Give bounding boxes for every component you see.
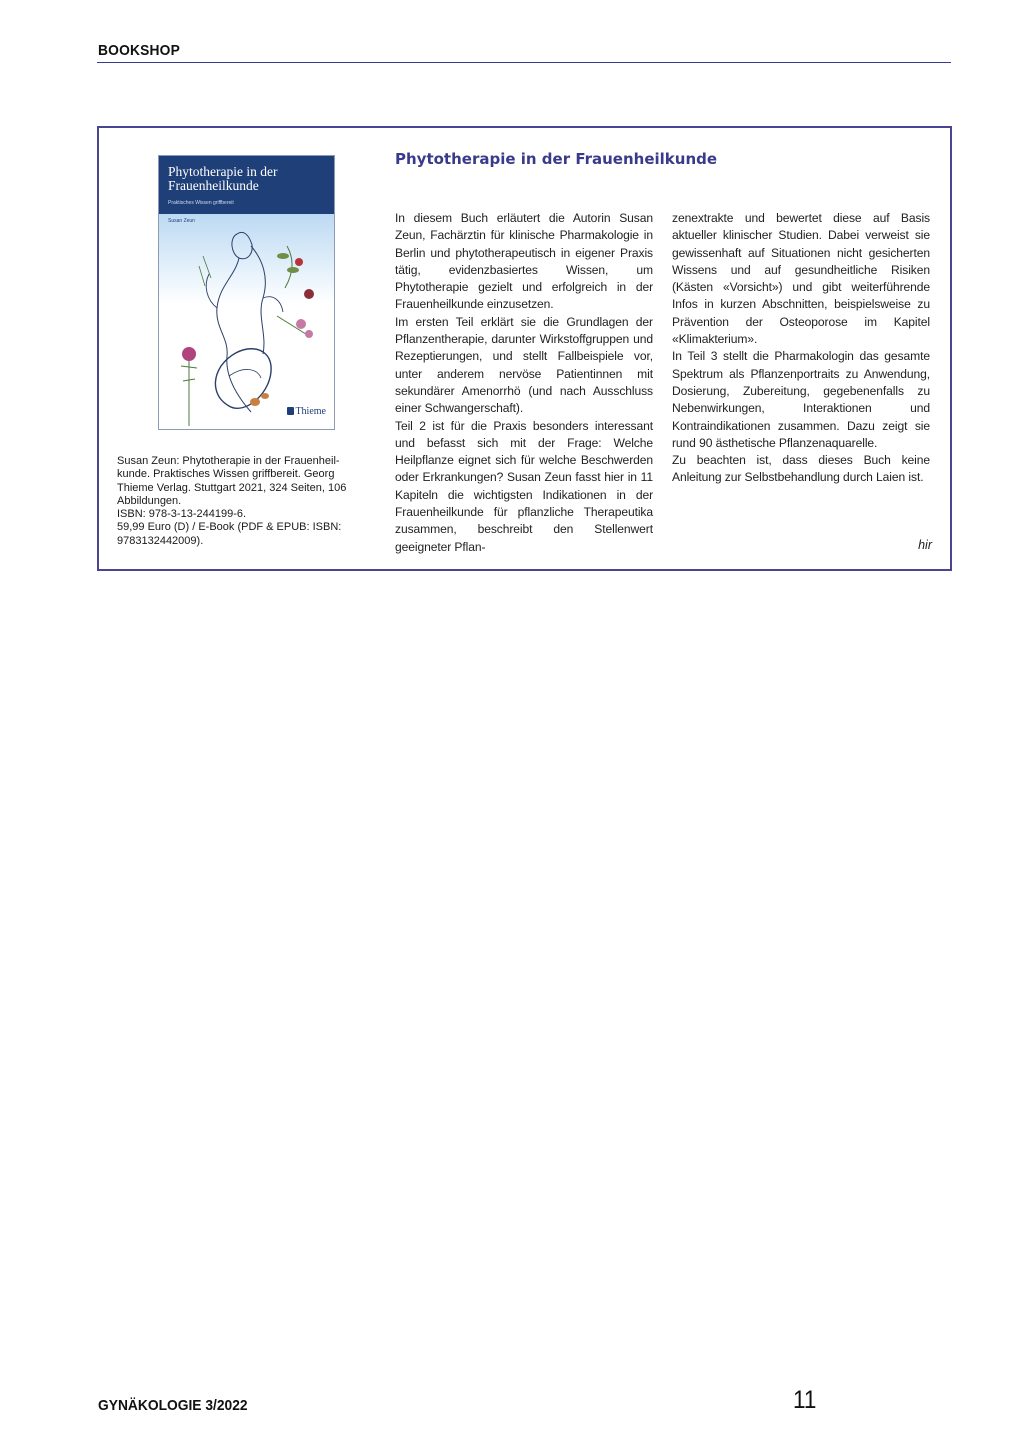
cover-subtitle: Praktisches Wissen griffbereit (168, 200, 234, 206)
paragraph: Im ersten Teil erklärt sie die Grundlagen der Pflanzentherapie, darunter Wirkstoffgruppen und Rezeptierungen, und stellt Fallbeispiele vor, unter anderem nervöse Patientinnen mit sekundärer Amenorrhö (und nach Ausschluss einer Schwangerschaft). (395, 314, 653, 416)
journal-issue: GYNÄKOLOGIE 3/2022 (98, 1397, 248, 1414)
cover-author: Susan Zeun (168, 218, 195, 224)
paragraph: Teil 2 ist für die Praxis besonders interessant und befasst sich mit der Frage: Welche Heilpflanze eignet sich für welche Beschwerden oder Erkrankungen? Susan Zeun fasst hier in 11 Kapiteln die wichtigsten Indikationen in der Frauenheilkunde für pflanzliche Therapeutika zusammen, beschreibt den Stellenwert geeigneter Pflan- (395, 418, 653, 554)
book-review-box (97, 126, 952, 571)
paragraph: In diesem Buch erläutert die Autorin Susan Zeun, Fachärztin für klinische Pharmakologie in Berlin und phytotherapeutisch in eigener Praxis tätig, evidenzbasiertes Wissen, um Phytotherapie gezielt und erfolgreich in der Frauenheilkunde einzusetzen. (395, 211, 653, 312)
author-signature: hir (918, 538, 932, 552)
book-cover-image (158, 155, 335, 430)
cover-publisher-logo (287, 406, 326, 417)
header-divider (97, 62, 951, 63)
article-column-2 (672, 210, 930, 487)
bibliographic-info: Susan Zeun: Phytotherapie in der Frauenheil- kunde. Praktisches Wissen griffbereit. Georg Thieme Verlag. Stuttgart 2021, 324 Seiten, 106 Abbildungen. ISBN: 978-3-13-244199-6. 59,99 Euro (D) / E-Book (PDF & EPUB: ISBN: 9783132442009). (117, 455, 347, 547)
cover-publisher-name: Thieme (295, 406, 326, 417)
paragraph: Zu beachten ist, dass dieses Buch keine Anleitung zur Selbstbehandlung durch Laien ist. (672, 453, 930, 485)
publisher-mark-icon (287, 407, 294, 415)
section-title: BOOKSHOP (98, 42, 180, 59)
article-title: Phytotherapie in der Frauenheilkunde (395, 150, 718, 168)
paragraph: In Teil 3 stellt die Pharmakologin das gesamte Spektrum als Pflanzenportraits zu Anwendung, Dosierung, Zubereitung, gegebenenfalls zu Nebenwirkungen, Interaktionen und Kontraindikationen zusammen. Dazu zeigt sie rund 90 ästhetische Pflanzenaquarelle. (672, 349, 930, 450)
cover-botanical-illustration (159, 216, 334, 429)
article-column-1 (395, 210, 653, 556)
cover-title: Phytotherapie in der Frauenheilkunde (168, 164, 278, 193)
paragraph: zenextrakte und bewertet diese auf Basis aktueller klinischer Studien. Dabei verweist sie gewissenhaft auf Situationen nicht gesicherten Wissens und auf gesundheitliche Risiken (Kästen «Vorsicht») und gibt weiterführende Infos in kurzen Abschnitten, beispielsweise zu Prävention der Osteoporose im Kapitel «Klimakterium». (672, 211, 930, 347)
page-number: 11 (793, 1386, 817, 1414)
